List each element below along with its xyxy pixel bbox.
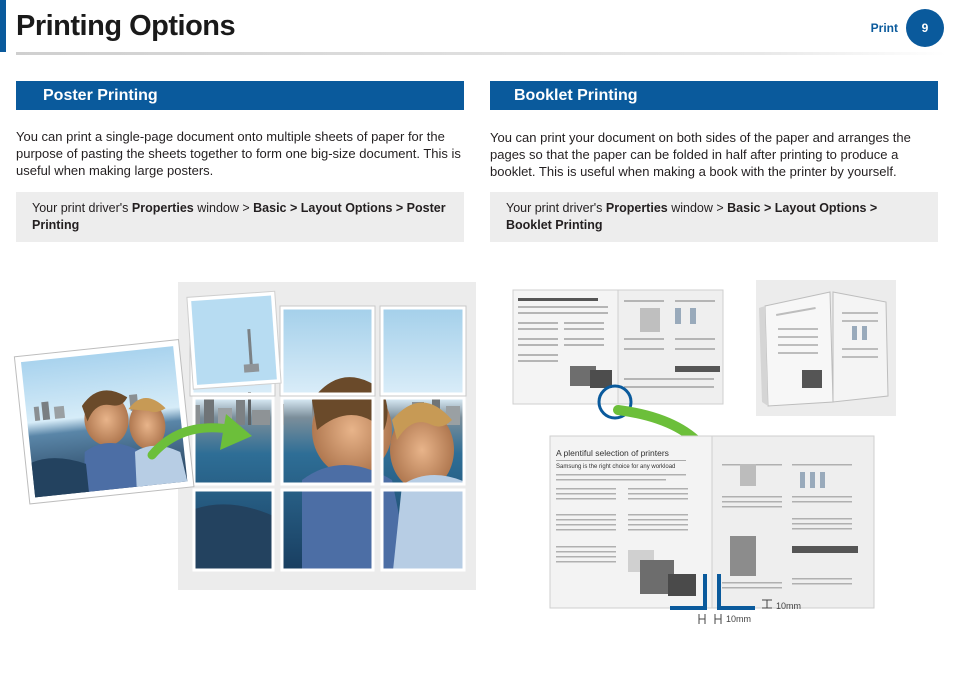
- section-name[interactable]: Print: [870, 21, 898, 35]
- poster-loose-tile: [187, 291, 281, 389]
- booklet-printing-heading-text: Booklet Printing: [514, 86, 638, 104]
- poster-printing-illustration: [12, 280, 478, 592]
- margin-label-bottom: 10mm: [726, 614, 752, 624]
- title-divider: [16, 52, 946, 55]
- poster-printing-description: You can print a single-page document onto multiple sheets of paper for the purpose of pasting the sheets together to form one big-size document. This is useful when making large posters.: [16, 129, 461, 178]
- poster-printing-heading-text: Poster Printing: [43, 86, 158, 104]
- header-accent-bar: [0, 0, 6, 52]
- booklet-printing-path: [490, 192, 938, 242]
- poster-printing-path: [16, 192, 464, 242]
- booklet-path-rest: Basic > Layout Options > Booklet Printing: [506, 201, 878, 232]
- poster-path-rest: Basic > Layout Options > Poster Printing: [32, 201, 446, 232]
- page-title: Printing Options: [16, 10, 236, 42]
- poster-illustration-svg: [12, 280, 478, 592]
- booklet-path-properties: Properties: [605, 201, 668, 215]
- booklet-enlarged-spread: [550, 436, 874, 608]
- booklet-illustration-svg: [500, 278, 900, 628]
- margin-label-right: 10mm: [776, 601, 802, 611]
- poster-path-properties: Properties: [131, 201, 194, 215]
- booklet-folded-book: [756, 280, 896, 416]
- poster-printing-heading: [16, 81, 464, 110]
- booklet-page-heading: A plentiful selection of printers: [556, 448, 669, 458]
- booklet-printing-heading: [490, 81, 938, 110]
- poster-path-window: window >: [193, 201, 254, 215]
- booklet-page-subheading: Samsung is the right choice for any workload: [556, 464, 676, 470]
- booklet-path-window: window >: [667, 201, 728, 215]
- booklet-path-prefix: Your print driver's: [506, 201, 606, 215]
- poster-path-prefix: Your print driver's: [32, 201, 132, 215]
- page-number-badge: 9: [906, 9, 944, 47]
- poster-original-photo: [14, 340, 194, 504]
- booklet-printing-illustration: [500, 278, 900, 628]
- booklet-printing-description: You can print your document on both sides of the paper and arranges the pages so that the paper can be folded in half after printing to produce a booklet. This is useful when making a book with the printer by yourself.: [490, 130, 911, 179]
